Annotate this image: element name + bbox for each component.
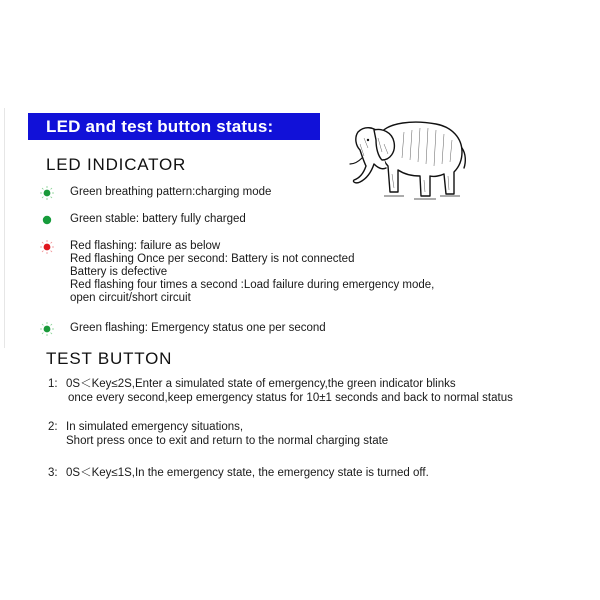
- led-status-text: Green flashing: Emergency status one per second: [70, 322, 326, 334]
- green-solid-led-icon: [40, 213, 54, 227]
- green-breathing-led-icon: [40, 186, 54, 200]
- test-step-item: [48, 378, 513, 405]
- led-status-text: Red flashing: failure as below: [70, 240, 221, 252]
- led-status-text: Green breathing pattern:charging mode: [70, 186, 272, 198]
- page-edge-line: [4, 108, 5, 348]
- led-status-text: Red flashing four times a second :Load failure during emergency mode,: [70, 279, 435, 291]
- test-button-heading: TEST BUTTON: [46, 349, 173, 368]
- section-banner: LED and test button status:: [28, 113, 320, 140]
- led-indicator-heading: LED INDICATOR: [46, 155, 187, 174]
- test-step-text: 0S＜Key≤1S,In the emergency state, the emergency state is turned off.: [66, 467, 429, 479]
- red-flashing-led-icon: [40, 240, 54, 254]
- green-flashing-led-icon: [40, 322, 54, 336]
- led-status-text: open circuit/short circuit: [70, 292, 191, 304]
- test-step-number: 2:: [48, 421, 58, 433]
- elephant-icon: [344, 108, 472, 208]
- test-step-number: 3:: [48, 467, 58, 479]
- led-status-text: Green stable: battery fully charged: [70, 213, 246, 225]
- test-step-text: once every second,keep emergency status for 10±1 seconds and back to normal status: [68, 391, 513, 404]
- led-status-text: Red flashing Once per second: Battery is not connected: [70, 253, 355, 265]
- led-status-text: Battery is defective: [70, 266, 168, 278]
- test-step-item: [48, 467, 429, 481]
- test-step-text: Short press once to exit and return to the normal charging state: [66, 434, 389, 447]
- test-step-text: 0S＜Key≤2S,Enter a simulated state of emergency,the green indicator blinks: [66, 378, 456, 390]
- test-step-number: 1:: [48, 378, 58, 390]
- test-step-item: [48, 421, 388, 448]
- test-step-text: In simulated emergency situations,: [66, 421, 244, 433]
